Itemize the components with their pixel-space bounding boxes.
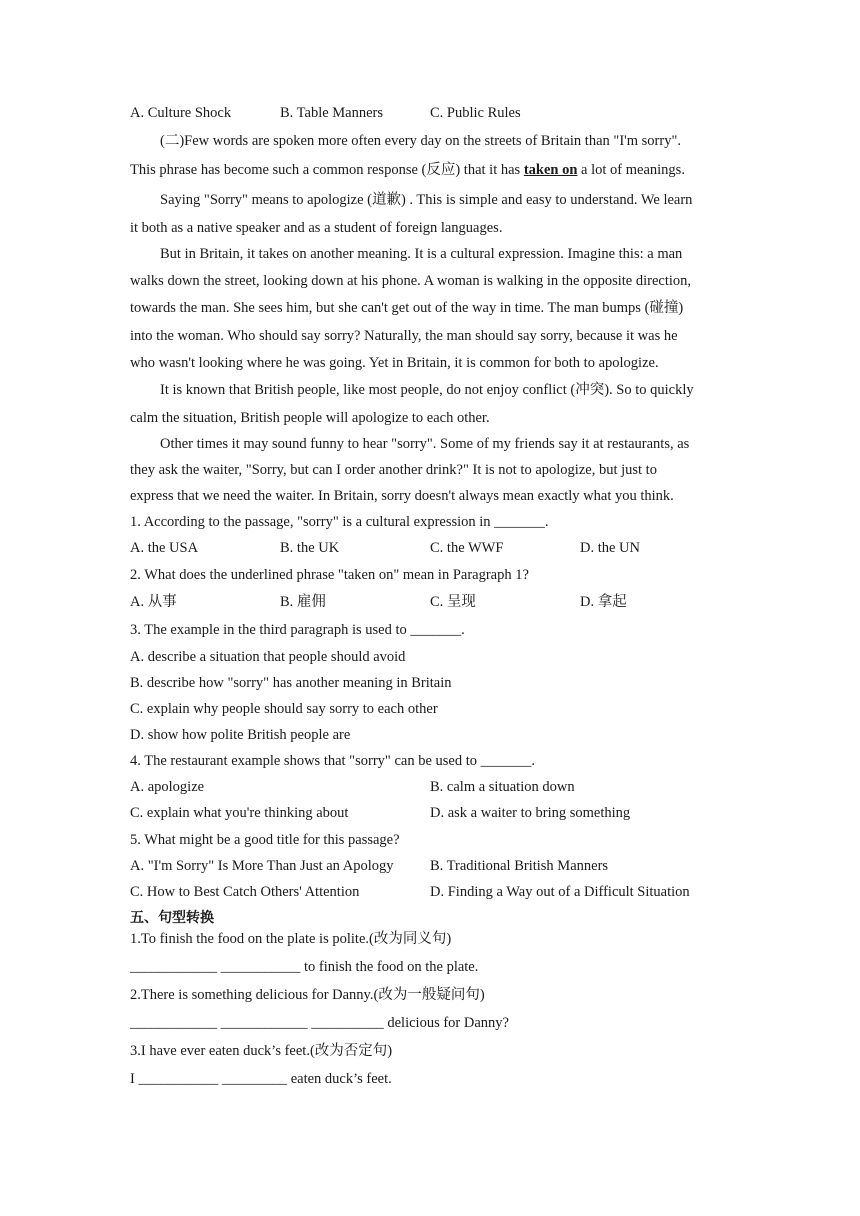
q2-option-d: D. 拿起 [580,594,627,610]
q4-option-a: A. apologize [130,779,205,795]
transform-question-3: 3.I have ever eaten duck’s feet.(改为否定句) [130,1043,393,1059]
question-1: 1. According to the passage, "sorry" is a cultural expression in _______. [130,514,549,530]
passage-p1-line1: (二)Few words are spoken more often every day on the streets of Britain than "I'm sorry". [160,133,682,149]
q2-option-c: C. 呈现 [430,594,476,610]
q2-option-b: B. 雇佣 [280,594,326,610]
transform-answer-2: ____________ ____________ __________ delicious for Danny? [130,1015,509,1031]
q3-option-c: C. explain why people should say sorry to each other [130,701,438,717]
prev-option-b: B. Table Manners [280,105,384,121]
passage-p3-line1: But in Britain, it takes on another meaning. It is a cultural expression. Imagine this: a man [160,246,683,262]
q3-option-d: D. show how polite British people are [130,727,351,743]
q2-option-a: A. 从事 [130,594,177,610]
prev-option-c: C. Public Rules [430,105,521,121]
prev-option-a: A. Culture Shock [130,105,232,121]
passage-text: a lot of meanings. [577,162,685,178]
passage-p3-line5: who wasn't looking where he was going. Yet in Britain, it is common for both to apologize. [130,355,659,371]
transform-question-1: 1.To finish the food on the plate is polite.(改为同义句) [130,931,452,947]
q3-option-a: A. describe a situation that people should avoid [130,649,406,665]
passage-p2-line1: Saying "Sorry" means to apologize (道歉) . This is simple and easy to understand. We learn [160,192,693,208]
q5-option-b: B. Traditional British Manners [430,858,609,874]
passage-p2-line2: it both as a native speaker and as a student of foreign languages. [130,220,503,236]
passage-p4-line2: calm the situation, British people will apologize to each other. [130,410,490,426]
q4-option-d: D. ask a waiter to bring something [430,805,631,821]
underlined-phrase: taken on [523,162,578,178]
question-4: 4. The restaurant example shows that "sorry" can be used to _______. [130,753,535,769]
transform-answer-3: I ___________ _________ eaten duck’s feet. [130,1071,392,1087]
question-5: 5. What might be a good title for this passage? [130,832,400,848]
question-2: 2. What does the underlined phrase "taken on" mean in Paragraph 1? [130,567,529,583]
q1-option-c: C. the WWF [430,540,504,556]
section-title: 五、句型转换 [130,910,214,926]
passage-p5-line2: they ask the waiter, "Sorry, but can I order another drink?" It is not to apologize, but just to [130,462,657,478]
q5-option-c: C. How to Best Catch Others' Attention [130,884,360,900]
q4-option-c: C. explain what you're thinking about [130,805,349,821]
passage-p1-line2 [130,161,685,179]
passage-p4-line1: It is known that British people, like most people, do not enjoy conflict (冲突). So to quickly [160,382,694,398]
transform-answer-1: ____________ ___________ to finish the food on the plate. [130,959,479,975]
passage-p3-line2: walks down the street, looking down at his phone. A woman is walking in the opposite direction, [130,273,691,289]
q1-option-a: A. the USA [130,540,199,556]
passage-p5-line3: express that we need the waiter. In Britain, sorry doesn't always mean exactly what you think. [130,488,674,504]
passage-p3-line4: into the woman. Who should say sorry? Naturally, the man should say sorry, because it was he [130,328,678,344]
passage-p3-line3: towards the man. She sees him, but she can't get out of the way in time. The man bumps (碰撞) [130,300,684,316]
question-3: 3. The example in the third paragraph is used to _______. [130,622,465,638]
transform-question-2: 2.There is something delicious for Danny.(改为一般疑问句) [130,987,485,1003]
passage-text: This phrase has become such a common response (反应) that it has [130,162,524,178]
q1-option-b: B. the UK [280,540,340,556]
q5-option-d: D. Finding a Way out of a Difficult Situation [430,884,690,900]
passage-p5-line1: Other times it may sound funny to hear "sorry". Some of my friends say it at restaurants, as [160,436,690,452]
q5-option-a: A. "I'm Sorry" Is More Than Just an Apology [130,858,394,874]
q4-option-b: B. calm a situation down [430,779,575,795]
q3-option-b: B. describe how "sorry" has another meaning in Britain [130,675,452,691]
q1-option-d: D. the UN [580,540,641,556]
